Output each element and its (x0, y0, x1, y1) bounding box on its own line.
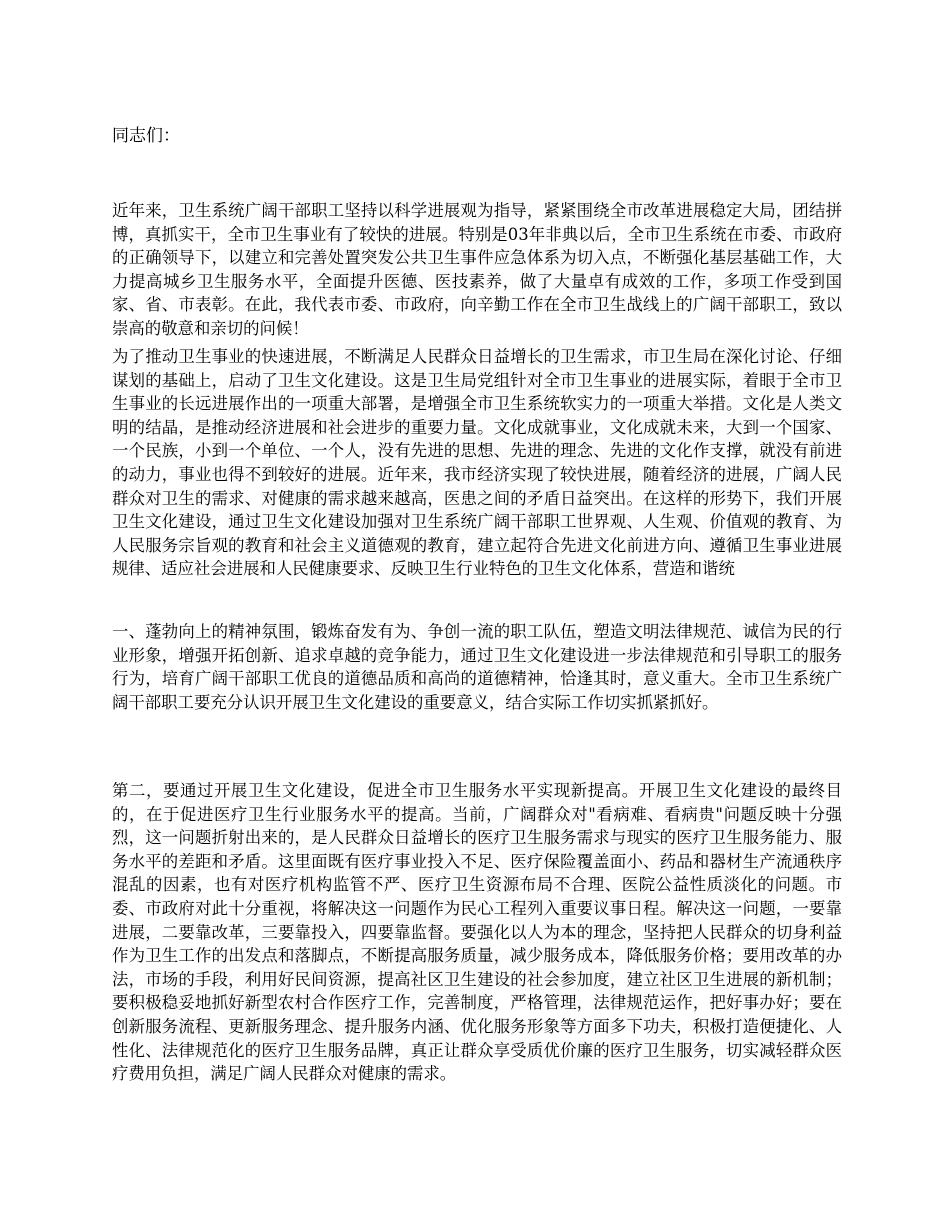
paragraph-1: 近年来，卫生系统广阔干部职工坚持以科学进展观为指导，紧紧围绕全市改革进展稳定大局，团结拼博，真抓实干，全市卫生事业有了较快的进展。特别是03年非典以后，全市卫生系统在市委、市政府的正确领导下，以建立和完善处置突发公共卫生事件应急体系为切入点，不断强化基层基础工作，大力提高城乡卫生服务水平，全面提升医德、医技素养，做了大量卓有成效的工作，多项工作受到国家、省、市表彰。在此，我代表市委、市政府，向辛勤工作在全市卫生战线上的广阔干部职工，致以崇高的敬意和亲切的问候！ (112, 201, 842, 338)
paragraph-3: 一、蓬勃向上的精神氛围，锻炼奋发有为、争创一流的职工队伍，塑造文明法律规范、诚信为民的行业形象，增强开拓创新、追求卓越的竞争能力，通过卫生文化建设进一步法律规范和引导职工的服务行为，培育广阔干部职工优良的道德品质和高尚的道德精神，恰逢其时，意义重大。全市卫生系统广阔干部职工要充分认识开展卫生文化建设的重要意义，结合实际工作切实抓紧抓好。 (112, 622, 842, 712)
paragraph-2: 为了推动卫生事业的快速进展，不断满足人民群众日益增长的卫生需求，市卫生局在深化讨论、仔细谋划的基础上，启动了卫生文化建设。这是卫生局党组针对全市卫生事业的进展实际，着眼于全市卫生事业的长远进展作出的一项重大部署，是增强全市卫生系统软实力的一项重大举措。文化是人类文明的结晶，是推动经济进展和社会进步的重要力量。文化成就事业，文化成就未来，大到一个国家、一个民族，小到一个单位、一个人，没有先进的思想、先进的理念、先进的文化作支撑，就没有前进的动力，事业也得不到较好的进展。近年来，我市经济实现了较快进展，随着经济的进展，广阔人民群众对卫生的需求、对健康的需求越来越高，医患之间的矛盾日益突出。在这样的形势下，我们开展卫生文化建设，通过卫生文化建设加强对卫生系统广阔干部职工世界观、人生观、价值观的教育、为人民服务宗旨观的教育和社会主义道德观的教育，建立起符合先进文化前进方向、遵循卫生事业进展规律、适应社会进展和人民健康要求、反映卫生行业特色的卫生文化体系，营造和谐统 (112, 347, 842, 579)
paragraph-4: 第二，要通过开展卫生文化建设，促进全市卫生服务水平实现新提高。开展卫生文化建设的最终目的，在于促进医疗卫生行业服务水平的提高。当前，广阔群众对"看病难、看病贵"问题反映十分强烈，这一问题折射出来的，是人民群众日益增长的医疗卫生服务需求与现实的医疗卫生服务能力、服务水平的差距和矛盾。这里面既有医疗事业投入不足、医疗保险覆盖面小、药品和器材生产流通秩序混乱的因素，也有对医疗机构监管不严、医疗卫生资源布局不合理、医院公益性质淡化的问题。市委、市政府对此十分重视，将解决这一问题作为民心工程列入重要议事日程。解决这一问题，一要靠进展，二要靠改革，三要靠投入，四要靠监督。要强化以人为本的理念，坚持把人民群众的切身利益作为卫生工作的出发点和落脚点，不断提高服务质量，减少服务成本，降低服务价格；要用改革的办法，市场的手段，利用好民间资源，提高社区卫生建设的社会参加度，建立社区卫生进展的新机制；要积极稳妥地抓好新型农村合作医疗工作，完善制度，严格管理，法律规范运作，把好事办好；要在创新服务流程、更新服务理念、提升服务内涵、优化服务形象等方面多下功夫，积极打造便捷化、人性化、法律规范化的医疗卫生服务品牌，真正让群众享受质优价廉的医疗卫生服务，切实减轻群众医疗费用负担，满足广阔人民群众对健康的需求。 (112, 781, 842, 1084)
salutation: 同志们： (112, 126, 180, 146)
